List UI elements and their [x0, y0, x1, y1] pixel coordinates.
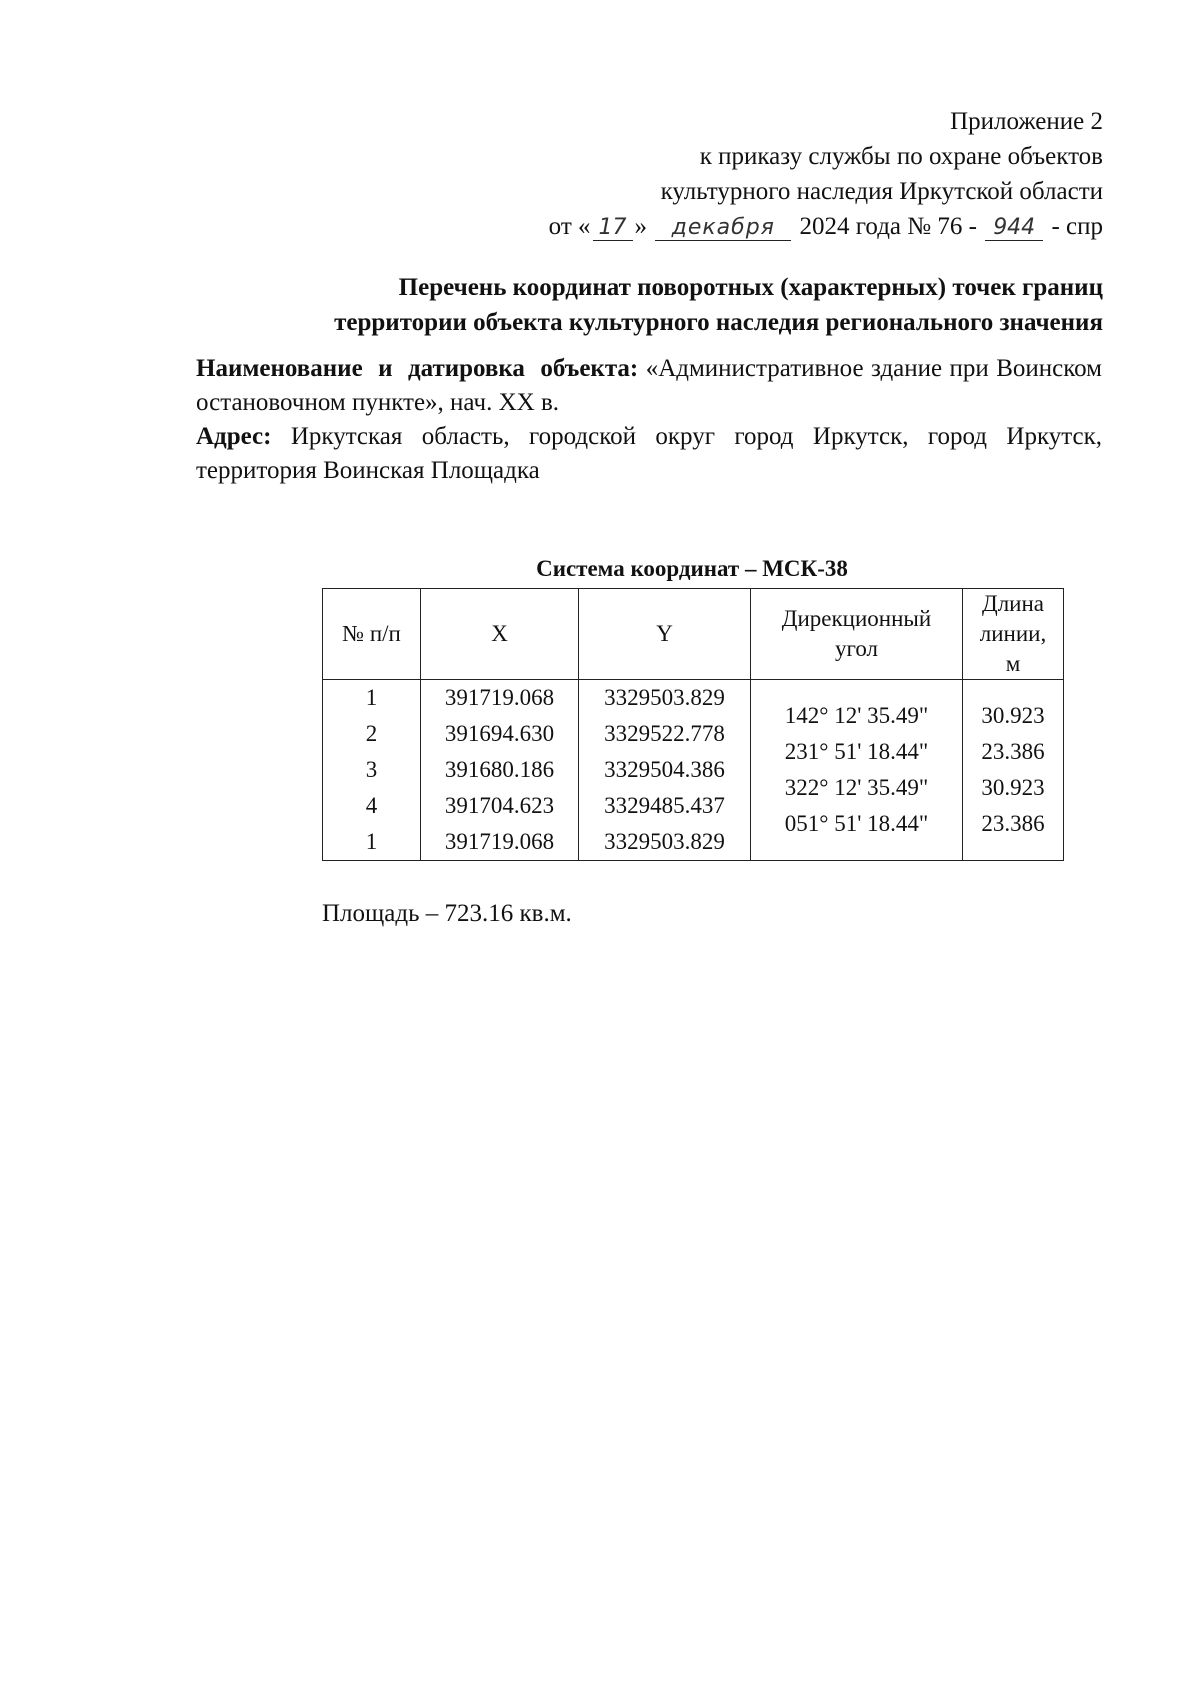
- num-stack: [323, 680, 420, 860]
- object-name-paragraph: [196, 352, 1102, 420]
- segment-length: 23.386: [981, 811, 1045, 836]
- point-y: 3329504.386: [604, 757, 725, 782]
- num-column: [323, 680, 421, 861]
- point-x: 391719.068: [444, 829, 555, 854]
- point-num: 4: [365, 793, 378, 818]
- angle-stack: [751, 680, 962, 842]
- x-column: [421, 680, 579, 861]
- title-line-1: Перечень координат поворотных (характерных) точек границ: [398, 274, 1103, 301]
- point-num: 3: [365, 757, 378, 782]
- header-num: № п/п: [323, 589, 421, 680]
- header-angle: [751, 589, 963, 680]
- segment-angle: 142° 12' 35.49": [784, 703, 929, 728]
- table-body-row: [323, 680, 1064, 861]
- title-line-2: территории объекта культурного наследия регионального значения: [334, 309, 1103, 336]
- header-angle-line2: угол: [834, 636, 879, 661]
- object-name-value: «Административное здание при Воинском остановочном пункте», нач. XX в.: [196, 355, 1102, 416]
- coordinates-table: [322, 588, 1064, 861]
- handwritten-order-number: 944: [985, 216, 1043, 241]
- angle-column: [751, 680, 963, 861]
- header-length-line3: м: [1005, 651, 1021, 676]
- handwritten-month: декабря: [655, 216, 791, 241]
- appendix-service-line: культурного наследия Иркутской области: [660, 178, 1103, 205]
- header-angle-line1: Дирекционный: [781, 606, 932, 631]
- appendix-title: Приложение 2: [950, 108, 1103, 135]
- point-y: 3329503.829: [604, 685, 725, 710]
- segment-angle: 231° 51' 18.44": [784, 739, 929, 764]
- appendix-order-line: к приказу службы по охране объектов: [699, 143, 1103, 170]
- object-name-label: Наименование и датировка объекта:: [196, 355, 639, 382]
- object-info: [196, 352, 1102, 488]
- point-y: 3329503.829: [604, 829, 725, 854]
- segment-length: 30.923: [981, 703, 1045, 728]
- date-quote-close: »: [634, 213, 648, 240]
- handwritten-day: 17: [593, 216, 633, 241]
- header-length-line2: линии,: [979, 621, 1047, 646]
- header-y: Y: [579, 589, 751, 680]
- address-label: Адрес:: [196, 423, 272, 450]
- point-num: 1: [365, 829, 378, 854]
- y-column: [579, 680, 751, 861]
- year-and-order-prefix: 2024 года № 76 -: [799, 213, 977, 240]
- segment-angle: 322° 12' 35.49": [784, 775, 929, 800]
- length-column: [963, 680, 1064, 861]
- segment-length: 30.923: [981, 775, 1045, 800]
- address-value: Иркутская область, городской округ город Иркутск, город Иркутск, территория Воинская Площадка: [196, 423, 1102, 484]
- point-x: 391680.186: [444, 757, 555, 782]
- area-value: Площадь – 723.16 кв.м.: [322, 900, 572, 927]
- document-title: [143, 270, 1103, 340]
- point-y: 3329485.437: [604, 793, 725, 818]
- y-stack: [579, 680, 750, 860]
- table-caption: Система координат – МСК-38: [536, 556, 848, 581]
- date-prefix: от «: [548, 213, 591, 240]
- segment-angle: 051° 51' 18.44": [784, 811, 929, 836]
- point-x: 391694.630: [444, 721, 555, 746]
- length-stack: [963, 680, 1063, 842]
- header-length-line1: Длина: [982, 591, 1044, 616]
- order-suffix: - спр: [1051, 213, 1103, 240]
- point-num: 2: [365, 721, 378, 746]
- object-address-paragraph: [196, 420, 1102, 488]
- header-length: [963, 589, 1064, 680]
- point-num: 1: [365, 685, 378, 710]
- segment-length: 23.386: [981, 739, 1045, 764]
- point-x: 391719.068: [444, 685, 555, 710]
- x-stack: [421, 680, 578, 860]
- header-x: X: [421, 589, 579, 680]
- appendix-date-line: [403, 209, 1103, 244]
- table-header-row: [323, 589, 1064, 680]
- point-y: 3329522.778: [604, 721, 725, 746]
- point-x: 391704.623: [444, 793, 555, 818]
- appendix-header: [403, 104, 1103, 244]
